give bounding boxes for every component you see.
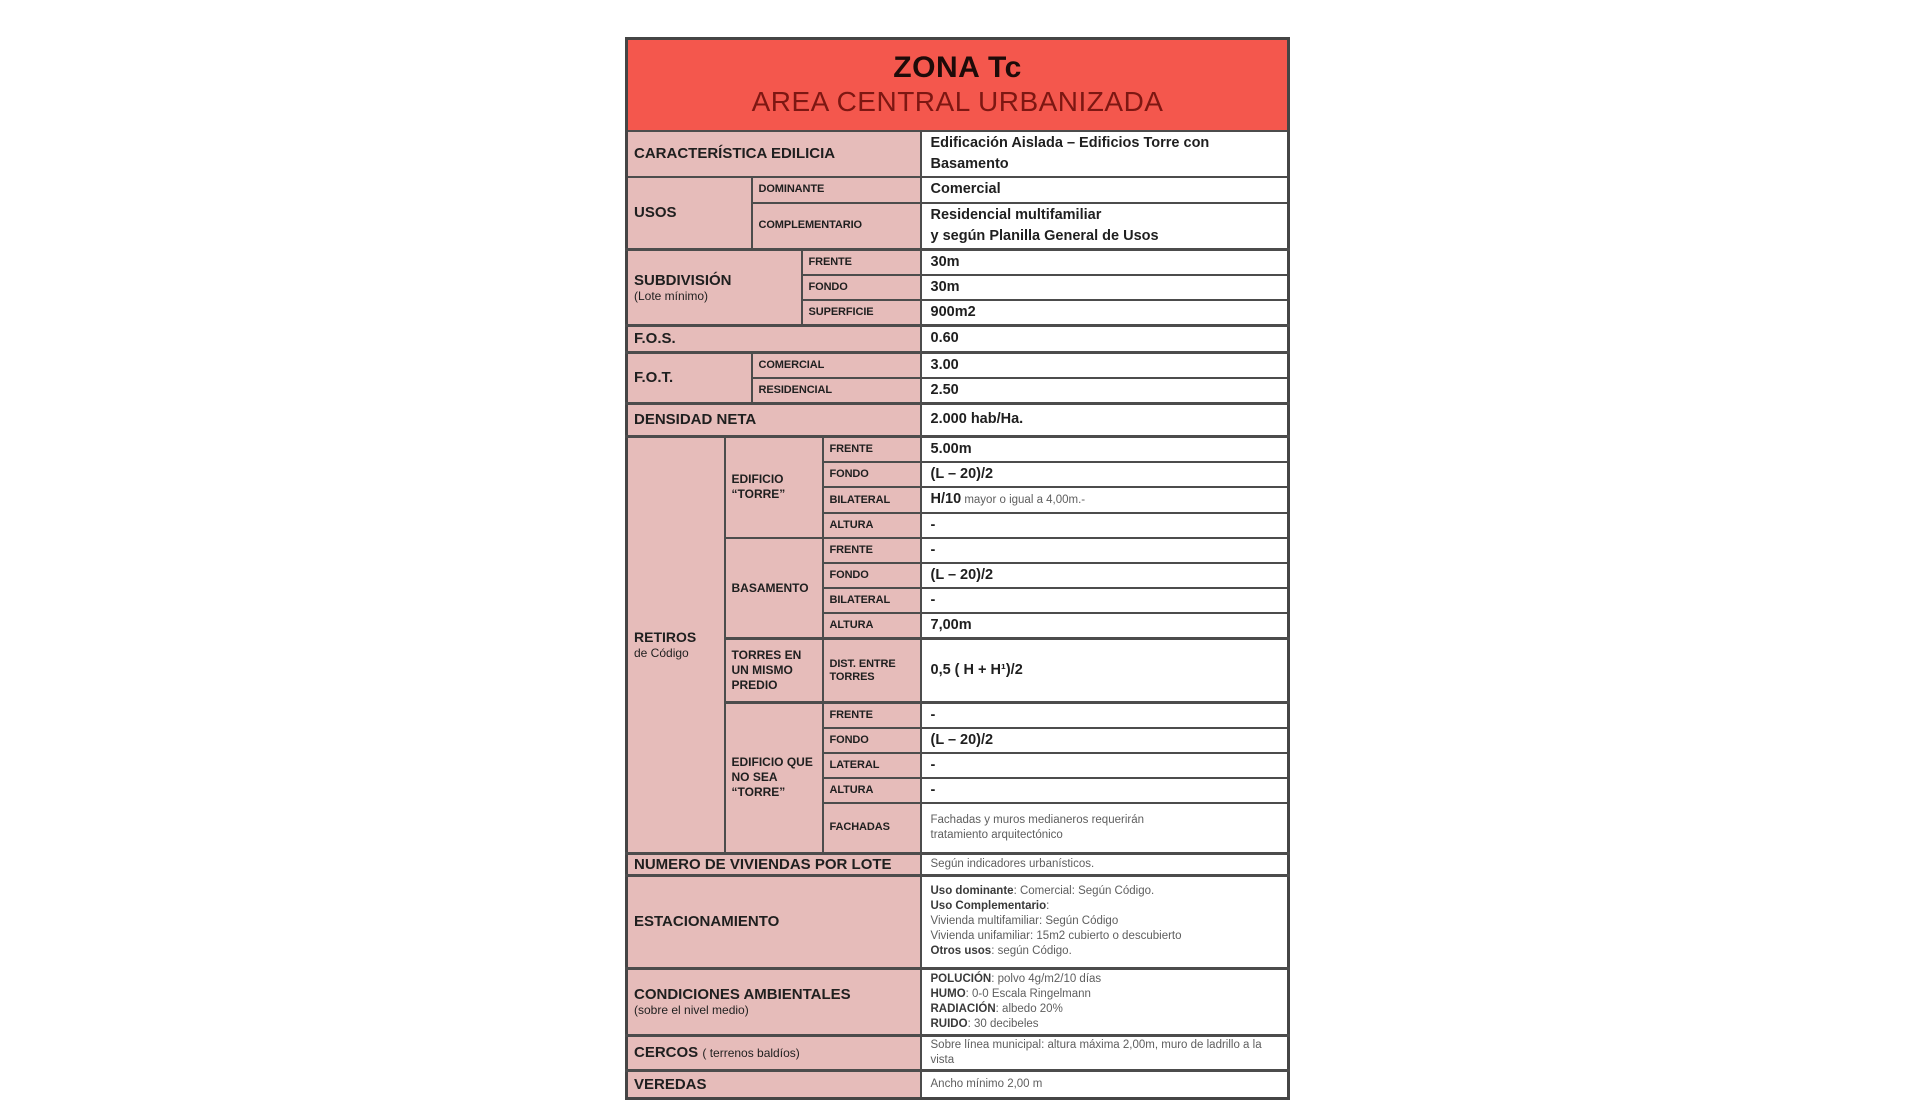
sublabel-fachadas: FACHADAS — [823, 803, 921, 853]
value-dist-entre-torres: 0,5 ( H + H¹)/2 — [921, 639, 1289, 703]
value-uso-complementario — [921, 203, 1289, 250]
dist-entre-line1: DIST. ENTRE — [829, 657, 896, 670]
caracteristica-line1: Edificación Aislada – Edificios Torre con — [930, 134, 1210, 151]
fachadas-line2: tratamiento arquitectónico — [930, 828, 1063, 841]
value-subdivision-fondo: 30m — [921, 275, 1289, 300]
value-subdivision-frente: 30m — [921, 249, 1289, 275]
sublabel-complementario: COMPLEMENTARIO — [752, 203, 921, 250]
value-basamento-frente: - — [921, 538, 1289, 563]
value-torre-fondo: (L – 20)/2 — [921, 462, 1289, 487]
sublabel-fot-comercial: COMERCIAL — [752, 352, 921, 378]
label-subdivision — [627, 249, 802, 325]
label-cercos — [627, 1035, 921, 1070]
estacionamiento-line — [931, 929, 1282, 944]
value-fot-comercial: 3.00 — [921, 352, 1289, 378]
value-fos: 0.60 — [921, 325, 1289, 352]
value-notorre-fondo: (L – 20)/2 — [921, 728, 1289, 753]
cercos-title: CERCOS — [634, 1043, 699, 1061]
label-estacionamiento: ESTACIONAMIENTO — [627, 875, 921, 968]
value-torre-frente: 5.00m — [921, 436, 1289, 462]
sublabel-subdivision-frente: FRENTE — [802, 249, 921, 275]
sublabel-basamento-fondo: FONDO — [823, 563, 921, 588]
zone-title: ZONA Tc — [893, 50, 1022, 84]
fachadas-line1: Fachadas y muros medianeros requerirán — [930, 813, 1144, 826]
value-veredas: Ancho mínimo 2,00 m — [921, 1070, 1289, 1098]
value-fot-residencial: 2.50 — [921, 378, 1289, 404]
sublabel-torre-frente: FRENTE — [823, 436, 921, 462]
subdivision-note: (Lote mínimo) — [634, 288, 709, 303]
label-retiros — [627, 436, 725, 853]
group-basamento: BASAMENTO — [725, 538, 823, 639]
value-torre-bilateral — [921, 487, 1289, 513]
estacionamiento-line-bold: Uso dominante — [930, 885, 1014, 897]
value-notorre-lateral: - — [921, 753, 1289, 778]
value-condiciones-ambientales — [921, 968, 1289, 1035]
value-caracteristica-edilicia — [921, 131, 1289, 177]
value-fachadas — [921, 803, 1289, 853]
condiciones-line — [931, 987, 1282, 1002]
estacionamiento-line — [931, 899, 1282, 914]
sublabel-basamento-frente: FRENTE — [823, 538, 921, 563]
label-usos: USOS — [627, 177, 752, 250]
condiciones-line-text: : 0-0 Escala Ringelmann — [965, 987, 1091, 1000]
sublabel-notorre-altura: ALTURA — [823, 778, 921, 803]
torre-bilateral-formula: H/10 — [930, 491, 962, 507]
sublabel-torre-bilateral: BILATERAL — [823, 487, 921, 513]
dist-entre-line2: TORRES — [829, 670, 875, 683]
value-notorre-altura: - — [921, 778, 1289, 803]
condiciones-line — [931, 1017, 1282, 1032]
value-basamento-fondo: (L – 20)/2 — [921, 563, 1289, 588]
condiciones-line-bold: HUMO — [930, 987, 966, 1000]
sublabel-basamento-altura: ALTURA — [823, 613, 921, 639]
condiciones-line — [931, 972, 1282, 987]
sublabel-basamento-bilateral: BILATERAL — [823, 588, 921, 613]
value-cercos: Sobre línea municipal: altura máxima 2,00m, muro de ladrillo a la vista — [921, 1035, 1289, 1070]
estacionamiento-line — [931, 914, 1282, 929]
condiciones-title: CONDICIONES AMBIENTALES — [634, 986, 851, 1003]
caracteristica-line2: Basamento — [930, 155, 1009, 172]
label-fos: F.O.S. — [627, 325, 921, 352]
value-basamento-altura: 7,00m — [921, 613, 1289, 639]
sublabel-torre-altura: ALTURA — [823, 513, 921, 538]
value-numero-viviendas: Según indicadores urbanísticos. — [921, 853, 1289, 875]
value-densidad-neta: 2.000 hab/Ha. — [921, 403, 1289, 436]
sublabel-notorre-fondo: FONDO — [823, 728, 921, 753]
sublabel-notorre-frente: FRENTE — [823, 703, 921, 729]
condiciones-line — [931, 1002, 1282, 1017]
sublabel-dist-entre-torres — [823, 639, 921, 703]
label-densidad-neta: DENSIDAD NETA — [627, 403, 921, 436]
complementario-line2: y según Planilla General de Usos — [930, 227, 1159, 244]
estacionamiento-line-text: : según Código. — [991, 945, 1072, 957]
condiciones-line-bold: RUIDO — [930, 1017, 968, 1030]
retiros-note: de Código — [634, 646, 689, 660]
estacionamiento-line — [931, 884, 1282, 899]
zona-tc-table — [625, 37, 1290, 1100]
value-basamento-bilateral: - — [921, 588, 1289, 613]
zone-subtitle: AREA CENTRAL URBANIZADA — [751, 85, 1164, 117]
table-header — [627, 39, 1289, 131]
estacionamiento-line-text: : Comercial: Según Código. — [1013, 885, 1155, 897]
sublabel-subdivision-fondo: FONDO — [802, 275, 921, 300]
label-veredas: VEREDAS — [627, 1070, 921, 1098]
condiciones-line-text: : polvo 4g/m2/10 días — [991, 972, 1102, 985]
estacionamiento-line-bold: Uso Complementario — [930, 900, 1047, 912]
condiciones-note: (sobre el nivel medio) — [634, 1003, 749, 1017]
label-numero-viviendas: NUMERO DE VIVIENDAS POR LOTE — [627, 853, 921, 875]
subdivision-title: SUBDIVISIÓN — [634, 271, 732, 289]
value-estacionamiento — [921, 875, 1289, 968]
label-fot: F.O.T. — [627, 352, 752, 403]
sublabel-dominante: DOMINANTE — [752, 177, 921, 203]
estacionamiento-line — [931, 944, 1282, 959]
cercos-note: ( terrenos baldíos) — [702, 1045, 800, 1060]
value-subdivision-superficie: 900m2 — [921, 300, 1289, 326]
sublabel-subdivision-superficie: SUPERFICIE — [802, 300, 921, 326]
sublabel-fot-residencial: RESIDENCIAL — [752, 378, 921, 404]
condiciones-line-text: : 30 decibeles — [967, 1017, 1039, 1030]
value-uso-dominante: Comercial — [921, 177, 1289, 203]
estacionamiento-line-text: Vivienda unifamiliar: 15m2 cubierto o descubierto — [930, 930, 1182, 942]
estacionamiento-line-text: : — [1046, 900, 1050, 912]
condiciones-line-text: : albedo 20% — [995, 1002, 1063, 1015]
sublabel-torre-fondo: FONDO — [823, 462, 921, 487]
sublabel-notorre-lateral: LATERAL — [823, 753, 921, 778]
label-caracteristica-edilicia: CARACTERÍSTICA EDILICIA — [627, 131, 921, 177]
condiciones-line-bold: POLUCIÓN — [930, 972, 992, 985]
zoning-table — [625, 37, 1290, 1100]
group-edificio-torre: EDIFICIO “TORRE” — [725, 436, 823, 538]
estacionamiento-line-text: Vivienda multifamiliar: Según Código — [930, 915, 1119, 927]
torre-bilateral-condition: mayor o igual a 4,00m.- — [961, 494, 1086, 506]
value-torre-altura: - — [921, 513, 1289, 538]
retiros-title: RETIROS — [634, 629, 697, 645]
label-condiciones-ambientales — [627, 968, 921, 1035]
condiciones-line-bold: RADIACIÓN — [930, 1002, 996, 1015]
complementario-line1: Residencial multifamiliar — [930, 206, 1102, 223]
estacionamiento-line-bold: Otros usos — [930, 945, 992, 957]
group-edificio-no-torre: EDIFICIO QUE NO SEA “TORRE” — [725, 703, 823, 854]
group-torres-mismo-predio: TORRES EN UN MISMO PREDIO — [725, 639, 823, 703]
value-notorre-frente: - — [921, 703, 1289, 729]
